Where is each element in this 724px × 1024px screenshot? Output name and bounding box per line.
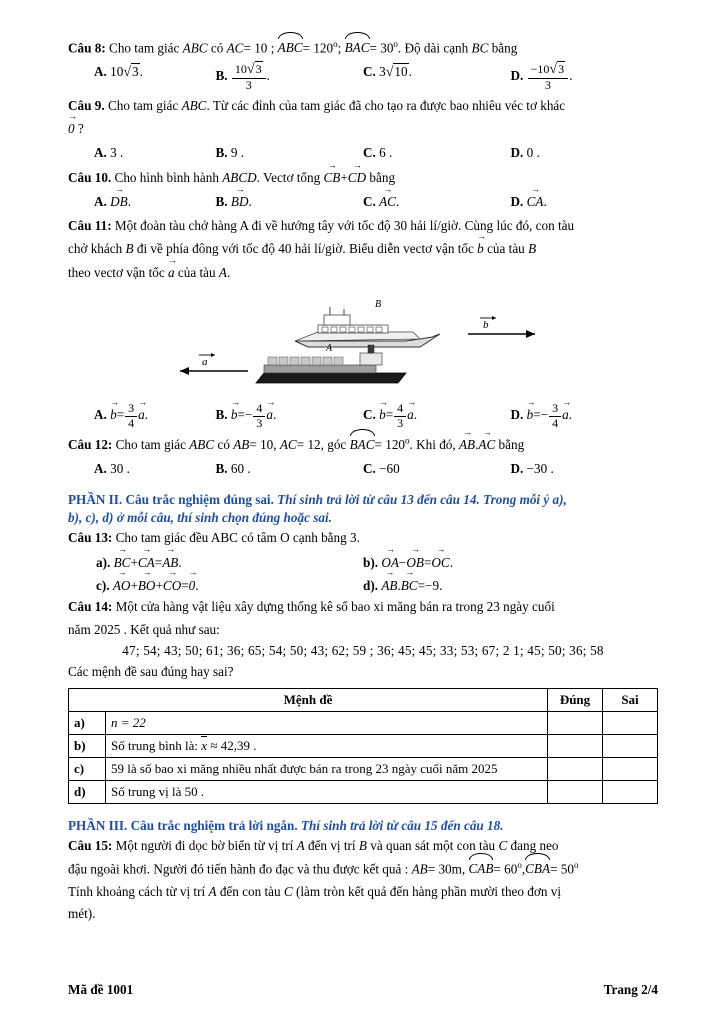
vector-ac: → AC xyxy=(478,427,496,453)
question-15: Câu 15: Một người đi dọc bờ biển từ vị trí A đến vị trí B và quan sát một con tàu C đang neo xyxy=(68,838,559,854)
option-b[interactable]: B. $\frac{10√3}{3}$ . xyxy=(215,61,270,92)
question-9-text-1: Cho tam giác xyxy=(107,97,179,113)
vector-ao: → AO xyxy=(112,566,131,593)
row-key-b: b) xyxy=(74,738,86,754)
question-15-label: Câu 15: xyxy=(68,838,113,854)
row-true-d[interactable] xyxy=(548,781,603,804)
question-10-options xyxy=(68,184,658,212)
part-2-instruction-line-2: b), c), d) ở mỗi câu, thí sinh chọn đúng hoặc sai. xyxy=(68,510,332,526)
question-8-text-4: bằng xyxy=(491,40,518,56)
sub-option-c[interactable]: c). → AO+ → BO+ → CO= → 0. xyxy=(68,574,363,596)
sub-option-b[interactable]: b). → OA− → OB= → OC. xyxy=(363,551,658,573)
vector-ca: → CA xyxy=(526,184,544,210)
option-a[interactable]: A. 3 . xyxy=(94,144,124,160)
table-row xyxy=(69,758,658,781)
part-2-title: PHẦN II. Câu trắc nghiệm đúng sai. xyxy=(68,492,274,508)
question-8 xyxy=(68,38,658,59)
page-footer xyxy=(68,982,658,998)
question-10-text-2: . Vectơ tổng xyxy=(256,169,321,185)
page-number: Trang 2/4 xyxy=(603,982,658,997)
question-9-line2 xyxy=(68,111,658,139)
statements-table xyxy=(68,688,658,804)
vector-oc: → OC xyxy=(431,543,450,570)
table-header-row xyxy=(69,689,658,712)
part-2-instruction-line-1: Thí sinh trả lời từ câu 13 đến câu 14. Trong mỗi ý a), xyxy=(277,492,567,508)
option-a[interactable]: A. → b= $\frac{3}{4}$ → a. xyxy=(94,397,149,430)
question-10-abcd: ABCD xyxy=(222,169,257,185)
question-10-text-1: Cho hình bình hành xyxy=(114,169,219,185)
question-13 xyxy=(68,528,658,548)
row-statement-c: 59 là số bao xi măng nhiều nhất được bán ra trong 23 ngày cuối năm 2025 xyxy=(106,758,548,781)
label-a: A xyxy=(326,343,333,355)
option-c[interactable]: C. → b= $\frac{4}{3}$ → a. xyxy=(363,397,418,430)
degree-1: o xyxy=(333,39,338,49)
sub-option-d[interactable]: d). → AB. → BC=−9. xyxy=(363,574,658,596)
question-8-label: Câu 8: xyxy=(68,40,106,56)
vector-bd: → BD xyxy=(230,184,249,210)
vector-b-arrow xyxy=(468,316,535,338)
row-true-b[interactable] xyxy=(548,735,603,758)
header-true: Đúng xyxy=(548,689,603,712)
vector-bo: → BO xyxy=(137,566,156,593)
zero-vector: → 0 xyxy=(188,566,198,593)
mean-symbol: x xyxy=(201,738,208,754)
row-statement-d: Số trung vị là 50 . xyxy=(106,781,548,804)
vector-b: → b xyxy=(526,397,536,423)
question-8-bac-value: = 30 xyxy=(369,40,394,56)
row-statement-b: Số trung bình là: x ≈ 42,39 . xyxy=(106,735,548,758)
vector-ca: → CA xyxy=(137,543,155,570)
question-15-line-4: mét). xyxy=(68,906,96,922)
question-8-semicolon: ; xyxy=(337,40,342,56)
question-8-text-2: có xyxy=(210,40,224,56)
question-9-options xyxy=(68,143,658,163)
exam-code: Mã đề 1001 xyxy=(68,982,134,997)
question-8-bc: BC xyxy=(471,40,489,56)
vector-ab: → AB xyxy=(162,543,179,570)
question-8-text-1: Cho tam giác xyxy=(109,40,180,56)
svg-text:a: a xyxy=(202,356,208,369)
row-false-b[interactable] xyxy=(603,735,658,758)
question-11-line-3: theo vectơ vận tốc → a của tàu A. xyxy=(68,262,658,283)
question-9-label: Câu 9. xyxy=(68,97,105,113)
question-14-data: 47; 54; 43; 50; 61; 36; 65; 54; 50; 43; 62; 59 ; 36; 45; 45; 33; 53; 67; 2 1; 45; 50; 36; 58 xyxy=(122,643,604,658)
vector-ob: → OB xyxy=(406,543,424,570)
row-false-d[interactable] xyxy=(603,781,658,804)
vector-a: → a xyxy=(167,254,177,280)
vector-ac: → AC xyxy=(379,184,396,210)
question-9-text-2: . Từ các đỉnh của tam giác đã cho tạo ra được bao nhiêu véc tơ khác xyxy=(206,97,566,113)
option-a-value: 10√3 xyxy=(110,63,139,80)
label-b: B xyxy=(375,299,382,311)
table-row xyxy=(69,781,658,804)
vector-oa: → OA xyxy=(381,543,399,570)
vector-bc: → BC xyxy=(113,543,131,570)
vector-ab: → AB xyxy=(381,566,398,593)
header-false: Sai xyxy=(603,689,658,712)
question-14-prompt: Các mệnh đề sau đúng hay sai? xyxy=(68,664,234,679)
question-12: Câu 12: Cho tam giác ABC có AB= 10, AC= 12, góc $BAC= 120^o$. Khi đó, → AB. → AC bằng xyxy=(68,434,658,455)
option-b[interactable]: B. 60 . xyxy=(215,460,251,476)
vector-a: → a xyxy=(407,397,417,423)
zero-vector: → 0 xyxy=(68,111,77,137)
question-11-line-2: chở khách B đi về phía đông với tốc độ 40 hải lí/giờ. Biểu diễn vectơ vận tốc → b của tàu B xyxy=(68,238,658,259)
option-c-letter: C. xyxy=(363,63,376,79)
table-row xyxy=(69,735,658,758)
row-true-a[interactable] xyxy=(548,712,603,735)
question-13-row-2 xyxy=(68,566,658,596)
question-11-label: Câu 11: xyxy=(68,217,112,233)
option-d[interactable]: D. → b=− $\frac{3}{4}$ → a. xyxy=(510,397,572,430)
degree-2: o xyxy=(393,39,398,49)
question-10-label: Câu 10. xyxy=(68,169,112,185)
part-2-instruction-line-2-wrap xyxy=(68,510,658,526)
question-9 xyxy=(68,96,658,116)
document-page xyxy=(68,38,658,927)
row-key-c: c) xyxy=(74,761,85,777)
header-statement: Mệnh đề xyxy=(69,689,548,712)
question-15-line-3: Tính khoảng cách từ vị trí A đến con tàu C (làm tròn kết quả đến hàng phần mười theo đơn vị xyxy=(68,883,562,899)
question-12-label: Câu 12: xyxy=(68,437,113,453)
vector-b: → b xyxy=(477,231,487,257)
option-b[interactable]: B. 9 . xyxy=(215,144,245,160)
question-15-line-2: đậu ngoài khơi. Người đó tiến hành đo đạc và thu được kết quả : AB= 30m, $CAB= 60^o$, $CBA= 50^o$ xyxy=(68,859,658,880)
question-12-options xyxy=(68,459,658,479)
question-10: Câu 10. Cho hình bình hành ABCD. Vectơ tổng → CB+ → CD bằng xyxy=(68,167,658,188)
row-key-d: d) xyxy=(74,784,86,800)
vector-b: → b xyxy=(110,397,120,423)
angle-bac: BAC xyxy=(350,435,375,455)
vector-a: → a xyxy=(138,397,148,423)
row-statement-a: n = 22 xyxy=(106,712,548,735)
option-d-value: $\frac{-10√3}{3}$ xyxy=(528,62,568,92)
option-d[interactable]: D. 0 . xyxy=(510,144,540,160)
option-d[interactable]: D. $\frac{-10√3}{3}$ . xyxy=(510,61,573,92)
question-11 xyxy=(68,216,658,236)
option-c[interactable]: C. −60 xyxy=(363,460,400,476)
option-d-letter: D. xyxy=(510,67,524,83)
part-3-heading xyxy=(68,818,658,834)
option-d[interactable]: D. → CA. xyxy=(511,191,659,212)
question-11-options xyxy=(68,397,658,430)
angle-cab: CAB xyxy=(469,859,494,879)
row-false-c[interactable] xyxy=(603,758,658,781)
vector-bc: → BC xyxy=(400,566,418,593)
question-10-text-3: bằng xyxy=(369,169,396,185)
row-true-c[interactable] xyxy=(548,758,603,781)
question-8-ac: AC xyxy=(226,40,244,56)
boat-b xyxy=(295,307,440,347)
sub-option-a[interactable]: a). → BC+ → CA= → AB. xyxy=(68,551,363,573)
vector-cd: → CD xyxy=(347,159,367,185)
vector-ab: → AB xyxy=(458,427,476,453)
svg-text:b: b xyxy=(483,319,489,332)
vector-b: → b xyxy=(379,397,389,423)
question-9-triangle: ABC xyxy=(181,97,207,113)
option-b-letter: B. xyxy=(215,67,228,83)
option-b[interactable]: B. → BD. xyxy=(216,191,364,212)
part-3-instruction: Thí sinh trả lời từ câu 15 đến câu 18. xyxy=(300,818,504,834)
question-13-text: Cho tam giác đều ABC có tâm O cạnh bằng 3. xyxy=(115,530,360,546)
question-14 xyxy=(68,597,658,617)
row-false-a[interactable] xyxy=(603,712,658,735)
vector-a-arrow xyxy=(180,353,248,375)
part-3-title: PHẦN III. Câu trắc nghiệm trả lời ngắn. xyxy=(68,818,298,834)
vector-a: → a xyxy=(266,397,276,423)
question-13-row-1 xyxy=(68,543,658,573)
question-13-label: Câu 13: xyxy=(68,530,113,546)
vector-b: → b xyxy=(230,397,240,423)
question-14-line-1: Một cửa hàng vật liệu xây dựng thống kê số bao xi măng bán ra trong 23 ngày cuối xyxy=(115,599,555,615)
ships-illustration xyxy=(68,287,658,399)
angle-cba: CBA xyxy=(525,859,550,879)
option-c-value: 3√10 xyxy=(379,63,408,80)
angle-bac: BAC xyxy=(345,38,370,58)
row-key-a: a) xyxy=(74,715,85,731)
ships-figure xyxy=(68,287,658,399)
table-row xyxy=(69,712,658,735)
question-14-line-2: năm 2025 . Kết quả như sau: xyxy=(68,621,220,637)
option-b-value: $\frac{10√3}{3}$ xyxy=(232,62,266,92)
part-2-heading xyxy=(68,492,658,508)
option-c[interactable]: C. 3√10. xyxy=(363,63,412,80)
option-d[interactable]: D. −30 . xyxy=(510,460,554,476)
option-a[interactable]: A. 30 . xyxy=(94,460,130,476)
vector-a: → a xyxy=(562,397,572,423)
vector-db: → DB xyxy=(110,184,128,210)
question-9-question-mark: ? xyxy=(77,121,84,137)
question-8-text-3: . Độ dài cạnh xyxy=(397,40,469,56)
question-14-label: Câu 14: xyxy=(68,599,113,615)
vector-cb: → CB xyxy=(323,159,341,185)
question-11-line-1: Một đoàn tàu chở hàng A đi về hướng tây với tốc độ 30 hải lí/giờ. Cùng lúc đó, con tàu xyxy=(114,217,575,233)
option-a-letter: A. xyxy=(94,63,107,79)
vector-co: → CO xyxy=(162,566,182,593)
question-8-ac-value: = 10 ; xyxy=(243,40,275,56)
question-8-abc-value: = 120 xyxy=(302,40,334,56)
question-8-options xyxy=(68,62,658,92)
option-a[interactable]: A. → DB. xyxy=(68,191,216,212)
option-a[interactable]: A. 10√3. xyxy=(94,63,143,80)
question-8-triangle: ABC xyxy=(182,40,208,56)
option-c[interactable]: C. 6 . xyxy=(363,144,393,160)
option-c[interactable]: C. → AC. xyxy=(363,191,511,212)
angle-abc: ABC xyxy=(278,38,303,58)
option-b[interactable]: B. → b=− $\frac{4}{3}$ → a. xyxy=(215,397,277,430)
